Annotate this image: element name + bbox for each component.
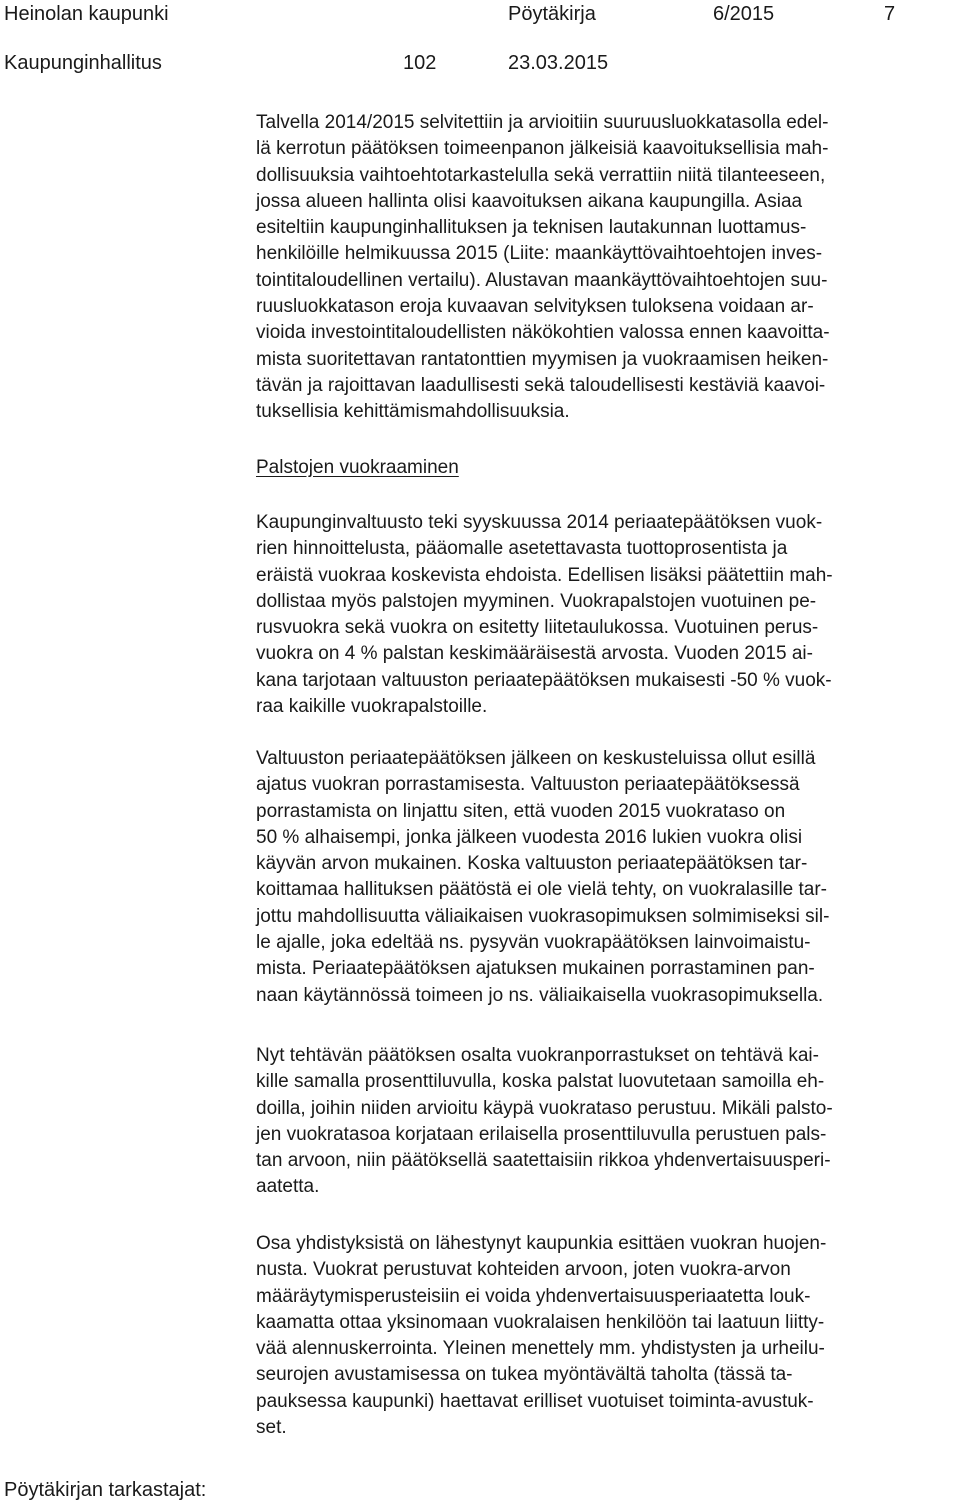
heading-palstojen-vuokraaminen: Palstojen vuokraaminen xyxy=(256,457,459,478)
text-line: esiteltiin kaupunginhallituksen ja teknisen lautakunnan luottamus- xyxy=(256,217,807,239)
text-line: rusvuokra sekä vuokra on esitetty liitetaulukossa. Vuotuinen perus- xyxy=(256,617,819,639)
text-line: Kaupunginvaltuusto teki syyskuussa 2014 periaatepäätöksen vuok- xyxy=(256,512,823,533)
header-city: Heinolan kaupunki xyxy=(4,3,169,25)
paragraph-text xyxy=(256,510,960,720)
text-line: set. xyxy=(256,1417,287,1439)
footer-inspectors-label: Pöytäkirjan tarkastajat: xyxy=(4,1479,207,1501)
text-line: Talvella 2014/2015 selvitettiin ja arvioitiin suuruusluokkatasolla edel- xyxy=(256,112,829,133)
text-line: koittamaa hallituksen päätöstä ei ole vielä tehty, on vuokralasille tar- xyxy=(256,879,828,901)
text-line: käyvän arvon mukainen. Koska valtuuston periaatepäätöksen tar- xyxy=(256,853,808,875)
text-line: kana tarjotaan valtuuston periaatepäätöksen mukaisesti -50 % vuok- xyxy=(256,669,832,691)
text-line: jottu mahdollisuutta väliaikaisen vuokrasopimuksen solmimiseksi sil- xyxy=(256,905,830,927)
header-doc-number: 6/2015 xyxy=(713,3,775,25)
text-line: mista suoritettavan rantatonttien myymisen ja vuokraamisen heiken- xyxy=(256,348,829,370)
paragraph-text xyxy=(256,1043,960,1201)
text-line: 50 % alhaisempi, jonka jälkeen vuodesta 2016 lukien vuokra olisi xyxy=(256,826,803,848)
text-line: jen vuokratasoa korjataan erilaisella prosenttiluvulla perustuen pals- xyxy=(256,1123,827,1145)
text-line: Osa yhdistyksistä on lähestynyt kaupunkia esittäen vuokran huojen- xyxy=(256,1233,827,1254)
text-line: kaamatta ottaa yksinomaan vuokralaisen henkilöön tai laatuun liitty- xyxy=(256,1311,825,1333)
text-line: aatetta. xyxy=(256,1176,320,1198)
header-date: 23.03.2015 xyxy=(508,52,609,74)
text-line: raa kaikille vuokrapalstoille. xyxy=(256,696,488,718)
text-line: tuksellisia kehittämismahdollisuuksia. xyxy=(256,401,570,423)
text-line: le ajalle, joka edeltää ns. pysyvän vuokrapäätöksen lainvoimaistu- xyxy=(256,932,811,954)
paragraph-rent-staggering xyxy=(256,746,960,1009)
text-line: henkilöille helmikuussa 2015 (Liite: maankäyttövaihtoehtojen inves- xyxy=(256,243,823,265)
text-line: rien hinnoittelusta, pääomalle asetettavasta tuottoprosentista ja xyxy=(256,538,788,560)
text-line: mista. Periaatepäätöksen ajatuksen mukainen porrastaminen pan- xyxy=(256,958,815,980)
text-line: vuokra on 4 % palstan keskimääräisestä arvosta. Vuoden 2015 ai- xyxy=(256,643,813,665)
text-line: dollisuuksia vaihtoehtotarkastelulla sekä verrattiin niitä tilanteeseen, xyxy=(256,164,826,186)
text-line: pauksessa kaupunki) haettavat erilliset vuotuiset toiminta-avustuk- xyxy=(256,1390,814,1412)
header-page-number: 7 xyxy=(884,3,896,25)
paragraph-equal-percentage xyxy=(256,1043,960,1201)
text-line: vää alennuskerrointa. Yleinen menettely mm. yhdistysten ja urheilu- xyxy=(256,1338,825,1360)
text-line: ajatus vuokran porrastamisesta. Valtuuston periaatepäätöksessä xyxy=(256,774,800,796)
section-heading xyxy=(256,455,960,481)
paragraph-council-decision xyxy=(256,510,960,720)
text-line: doilla, joihin niiden arvioitu käypä vuokrataso perustuu. Mikäli palsto- xyxy=(256,1097,833,1119)
paragraph-text xyxy=(256,1231,960,1441)
text-line: Valtuuston periaatepäätöksen jälkeen on keskusteluissa ollut esillä xyxy=(256,748,816,769)
header-doc-type: Pöytäkirja xyxy=(508,3,596,25)
header-body-name: Kaupunginhallitus xyxy=(4,52,162,74)
text-line: määräytymisperusteisiin ei voida yhdenvertaisuusperiaatetta louk- xyxy=(256,1285,811,1307)
text-line: kille samalla prosenttiluvulla, koska palstat luovutetaan samoilla eh- xyxy=(256,1071,825,1093)
paragraph-associations xyxy=(256,1231,960,1441)
paragraph-text xyxy=(256,746,960,1009)
text-line: vioida investointitaloudellisten näkökohtien valossa ennen kaavoitta- xyxy=(256,322,830,344)
header-section-number: 102 xyxy=(403,52,437,74)
text-line: dollistaa myös palstojen myyminen. Vuokrapalstojen vuotuinen pe- xyxy=(256,590,817,612)
text-line: lä kerrotun päätöksen toimeenpanon jälkeisiä kaavoituksellisia mah- xyxy=(256,138,829,160)
text-line: Nyt tehtävän päätöksen osalta vuokranporrastukset on tehtävä kai- xyxy=(256,1045,819,1066)
text-line: porrastamista on linjattu siten, että vuoden 2015 vuokrataso on xyxy=(256,800,786,822)
text-line: nusta. Vuokrat perustuvat kohteiden arvoon, joten vuokra-arvon xyxy=(256,1259,791,1281)
text-line: naan käytännössä toimeen jo ns. väliaikaisella vuokrasopimuksella. xyxy=(256,984,824,1006)
paragraph-text xyxy=(256,110,960,426)
paragraph-assessment xyxy=(256,110,960,426)
text-line: jossa alueen hallinta olisi kaavoituksen aikana kaupungilla. Asiaa xyxy=(256,190,803,212)
text-line: seurojen avustamisessa on tukea myöntävältä taholta (tässä ta- xyxy=(256,1364,793,1386)
text-line: tointitaloudellinen vertailu). Alustavan maankäyttövaihtoehtojen suu- xyxy=(256,269,828,291)
text-line: ruusluokkatason eroja kuvaavan selvityksen tuloksena voidaan ar- xyxy=(256,296,814,318)
text-line: tan arvoon, niin päätöksellä saatettaisiin rikkoa yhdenvertaisuusperi- xyxy=(256,1150,831,1172)
text-line: tävän ja rajoittavan laadullisesti sekä taloudellisesti kestäviä kaavoi- xyxy=(256,374,826,396)
text-line: eräistä vuokraa koskevista ehdoista. Edellisen lisäksi päätettiin mah- xyxy=(256,564,833,586)
